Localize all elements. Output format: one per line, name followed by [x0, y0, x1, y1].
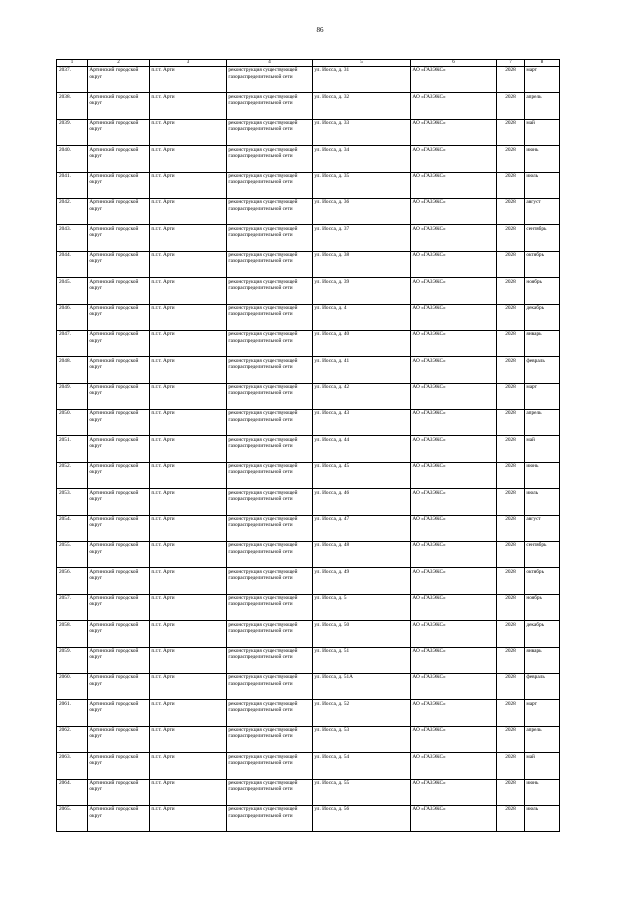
settlement-cell: п.г.т. Арти — [150, 357, 227, 383]
work-type-cell: реконструкция существующей газораспределительной сети — [227, 436, 313, 462]
row-number-cell: 2054. — [57, 515, 88, 541]
district-cell: Артинский городской округ — [88, 647, 150, 673]
settlement-cell: п.г.т. Арти — [150, 673, 227, 699]
district-cell: Артинский городской округ — [88, 383, 150, 409]
district-cell: Артинский городской округ — [88, 805, 150, 831]
year-cell: 2028 — [497, 700, 525, 726]
table-row — [57, 410, 560, 436]
district-cell: Артинский городской округ — [88, 700, 150, 726]
row-number-cell: 2046. — [57, 304, 88, 330]
table-row — [57, 172, 560, 198]
address-cell: ул. Иосса, д. 44 — [313, 436, 411, 462]
district-cell: Артинский городской округ — [88, 251, 150, 277]
work-type-cell: реконструкция существующей газораспределительной сети — [227, 673, 313, 699]
month-cell: май — [525, 753, 560, 779]
table-row — [57, 304, 560, 330]
organization-cell: АО «ГАЗЭКС» — [411, 805, 497, 831]
row-number-cell: 2039. — [57, 119, 88, 145]
table-row — [57, 383, 560, 409]
organization-cell: АО «ГАЗЭКС» — [411, 779, 497, 805]
address-cell: ул. Иосса, д. 43 — [313, 410, 411, 436]
year-cell: 2028 — [497, 146, 525, 172]
district-cell: Артинский городской округ — [88, 515, 150, 541]
month-cell: февраль — [525, 673, 560, 699]
district-cell: Артинский городской округ — [88, 673, 150, 699]
month-cell: март — [525, 700, 560, 726]
month-cell: ноябрь — [525, 594, 560, 620]
row-number-cell: 2049. — [57, 383, 88, 409]
table-row — [57, 542, 560, 568]
column-header-6: 6 — [411, 60, 497, 67]
column-header-1: 1 — [57, 60, 88, 67]
organization-cell: АО «ГАЗЭКС» — [411, 146, 497, 172]
settlement-cell: п.г.т. Арти — [150, 542, 227, 568]
address-cell: ул. Иосса, д. 55 — [313, 779, 411, 805]
row-number-cell: 2052. — [57, 462, 88, 488]
row-number-cell: 2060. — [57, 673, 88, 699]
settlement-cell: п.г.т. Арти — [150, 436, 227, 462]
settlement-cell: п.г.т. Арти — [150, 568, 227, 594]
settlement-cell: п.г.т. Арти — [150, 93, 227, 119]
district-cell: Артинский городской округ — [88, 330, 150, 356]
row-number-cell: 2059. — [57, 647, 88, 673]
address-cell: ул. Иосса, д. 39 — [313, 278, 411, 304]
work-type-cell: реконструкция существующей газораспределительной сети — [227, 489, 313, 515]
district-cell: Артинский городской округ — [88, 621, 150, 647]
table-body — [57, 67, 560, 832]
year-cell: 2028 — [497, 462, 525, 488]
work-type-cell: реконструкция существующей газораспределительной сети — [227, 700, 313, 726]
row-number-cell: 2047. — [57, 330, 88, 356]
year-cell: 2028 — [497, 304, 525, 330]
month-cell: март — [525, 67, 560, 93]
month-cell: октябрь — [525, 251, 560, 277]
month-cell: сентябрь — [525, 225, 560, 251]
row-number-cell: 2040. — [57, 146, 88, 172]
settlement-cell: п.г.т. Арти — [150, 251, 227, 277]
year-cell: 2028 — [497, 805, 525, 831]
organization-cell: АО «ГАЗЭКС» — [411, 225, 497, 251]
month-cell: ноябрь — [525, 278, 560, 304]
month-cell: апрель — [525, 410, 560, 436]
address-cell: ул. Иосса, д. 32 — [313, 93, 411, 119]
column-header-7: 7 — [497, 60, 525, 67]
work-type-cell: реконструкция существующей газораспределительной сети — [227, 383, 313, 409]
year-cell: 2028 — [497, 93, 525, 119]
work-type-cell: реконструкция существующей газораспределительной сети — [227, 542, 313, 568]
row-number-cell: 2061. — [57, 700, 88, 726]
address-cell: ул. Иосса, д. 46 — [313, 489, 411, 515]
row-number-cell: 2051. — [57, 436, 88, 462]
table-row — [57, 436, 560, 462]
address-cell: ул. Иосса, д. 35 — [313, 172, 411, 198]
year-cell: 2028 — [497, 489, 525, 515]
address-cell: ул. Иосса, д. 45 — [313, 462, 411, 488]
month-cell: июнь — [525, 146, 560, 172]
year-cell: 2028 — [497, 542, 525, 568]
address-cell: ул. Иосса, д. 50 — [313, 621, 411, 647]
table-row — [57, 621, 560, 647]
address-cell: ул. Иосса, д. 34 — [313, 146, 411, 172]
month-cell: август — [525, 515, 560, 541]
work-type-cell: реконструкция существующей газораспределительной сети — [227, 753, 313, 779]
row-number-cell: 2044. — [57, 251, 88, 277]
column-header-2: 2 — [88, 60, 150, 67]
organization-cell: АО «ГАЗЭКС» — [411, 410, 497, 436]
district-cell: Артинский городской округ — [88, 67, 150, 93]
district-cell: Артинский городской округ — [88, 489, 150, 515]
address-cell: ул. Иосса, д. 38 — [313, 251, 411, 277]
organization-cell: АО «ГАЗЭКС» — [411, 594, 497, 620]
table-row — [57, 515, 560, 541]
month-cell: декабрь — [525, 621, 560, 647]
table-row — [57, 594, 560, 620]
year-cell: 2028 — [497, 172, 525, 198]
organization-cell: АО «ГАЗЭКС» — [411, 542, 497, 568]
table-row — [57, 805, 560, 831]
address-cell: ул. Иосса, д. 48 — [313, 542, 411, 568]
table-row — [57, 330, 560, 356]
work-type-cell: реконструкция существующей газораспределительной сети — [227, 647, 313, 673]
settlement-cell: п.г.т. Арти — [150, 726, 227, 752]
year-cell: 2028 — [497, 515, 525, 541]
month-cell: март — [525, 383, 560, 409]
row-number-cell: 2058. — [57, 621, 88, 647]
district-cell: Артинский городской округ — [88, 278, 150, 304]
settlement-cell: п.г.т. Арти — [150, 172, 227, 198]
work-type-cell: реконструкция существующей газораспределительной сети — [227, 594, 313, 620]
table-row — [57, 647, 560, 673]
year-cell: 2028 — [497, 753, 525, 779]
row-number-cell: 2064. — [57, 779, 88, 805]
work-type-cell: реконструкция существующей газораспределительной сети — [227, 304, 313, 330]
settlement-cell: п.г.т. Арти — [150, 67, 227, 93]
address-cell: ул. Иосса, д. 36 — [313, 198, 411, 224]
district-cell: Артинский городской округ — [88, 594, 150, 620]
work-type-cell: реконструкция существующей газораспределительной сети — [227, 410, 313, 436]
table-row — [57, 700, 560, 726]
table-row — [57, 67, 560, 93]
month-cell: май — [525, 436, 560, 462]
page-number: 86 — [316, 26, 324, 34]
year-cell: 2028 — [497, 410, 525, 436]
organization-cell: АО «ГАЗЭКС» — [411, 647, 497, 673]
settlement-cell: п.г.т. Арти — [150, 647, 227, 673]
table-row — [57, 726, 560, 752]
table-row — [57, 93, 560, 119]
row-number-cell: 2042. — [57, 198, 88, 224]
work-type-cell: реконструкция существующей газораспределительной сети — [227, 515, 313, 541]
settlement-cell: п.г.т. Арти — [150, 489, 227, 515]
settlement-cell: п.г.т. Арти — [150, 621, 227, 647]
organization-cell: АО «ГАЗЭКС» — [411, 330, 497, 356]
year-cell: 2028 — [497, 198, 525, 224]
settlement-cell: п.г.т. Арти — [150, 462, 227, 488]
month-cell: май — [525, 119, 560, 145]
work-type-cell: реконструкция существующей газораспределительной сети — [227, 251, 313, 277]
year-cell: 2028 — [497, 779, 525, 805]
work-type-cell: реконструкция существующей газораспределительной сети — [227, 172, 313, 198]
year-cell: 2028 — [497, 67, 525, 93]
month-cell: июль — [525, 489, 560, 515]
organization-cell: АО «ГАЗЭКС» — [411, 568, 497, 594]
year-cell: 2028 — [497, 726, 525, 752]
work-type-cell: реконструкция существующей газораспределительной сети — [227, 568, 313, 594]
work-type-cell: реконструкция существующей газораспределительной сети — [227, 278, 313, 304]
column-header-4: 4 — [227, 60, 313, 67]
organization-cell: АО «ГАЗЭКС» — [411, 304, 497, 330]
row-number-cell: 2037. — [57, 67, 88, 93]
year-cell: 2028 — [497, 119, 525, 145]
year-cell: 2028 — [497, 621, 525, 647]
year-cell: 2028 — [497, 568, 525, 594]
district-cell: Артинский городской округ — [88, 93, 150, 119]
district-cell: Артинский городской округ — [88, 119, 150, 145]
settlement-cell: п.г.т. Арти — [150, 383, 227, 409]
organization-cell: АО «ГАЗЭКС» — [411, 67, 497, 93]
address-cell: ул. Иосса, д. 31 — [313, 67, 411, 93]
settlement-cell: п.г.т. Арти — [150, 119, 227, 145]
address-cell: ул. Иосса, д. 5 — [313, 594, 411, 620]
district-cell: Артинский городской округ — [88, 462, 150, 488]
organization-cell: АО «ГАЗЭКС» — [411, 119, 497, 145]
table-row — [57, 489, 560, 515]
year-cell: 2028 — [497, 278, 525, 304]
month-cell: август — [525, 198, 560, 224]
year-cell: 2028 — [497, 330, 525, 356]
district-cell: Артинский городской округ — [88, 225, 150, 251]
table-row — [57, 779, 560, 805]
work-type-cell: реконструкция существующей газораспределительной сети — [227, 146, 313, 172]
work-type-cell: реконструкция существующей газораспределительной сети — [227, 621, 313, 647]
organization-cell: АО «ГАЗЭКС» — [411, 172, 497, 198]
row-number-cell: 2041. — [57, 172, 88, 198]
address-cell: ул. Иосса, д. 41 — [313, 357, 411, 383]
schedule-table — [56, 59, 560, 832]
table-header — [57, 60, 560, 67]
settlement-cell: п.г.т. Арти — [150, 779, 227, 805]
work-type-cell: реконструкция существующей газораспределительной сети — [227, 805, 313, 831]
row-number-cell: 2050. — [57, 410, 88, 436]
row-number-cell: 2055. — [57, 542, 88, 568]
address-cell: ул. Иосса, д. 51А — [313, 673, 411, 699]
work-type-cell: реконструкция существующей газораспределительной сети — [227, 462, 313, 488]
district-cell: Артинский городской округ — [88, 779, 150, 805]
work-type-cell: реконструкция существующей газораспределительной сети — [227, 779, 313, 805]
address-cell: ул. Иосса, д. 53 — [313, 726, 411, 752]
organization-cell: АО «ГАЗЭКС» — [411, 436, 497, 462]
row-number-cell: 2062. — [57, 726, 88, 752]
month-cell: июнь — [525, 779, 560, 805]
address-cell: ул. Иосса, д. 49 — [313, 568, 411, 594]
address-cell: ул. Иосса, д. 42 — [313, 383, 411, 409]
settlement-cell: п.г.т. Арти — [150, 410, 227, 436]
district-cell: Артинский городской округ — [88, 304, 150, 330]
organization-cell: АО «ГАЗЭКС» — [411, 198, 497, 224]
month-cell: июль — [525, 805, 560, 831]
table-row — [57, 251, 560, 277]
row-number-cell: 2048. — [57, 357, 88, 383]
settlement-cell: п.г.т. Арти — [150, 594, 227, 620]
address-cell: ул. Иосса, д. 4 — [313, 304, 411, 330]
year-cell: 2028 — [497, 594, 525, 620]
district-cell: Артинский городской округ — [88, 726, 150, 752]
month-cell: июль — [525, 172, 560, 198]
year-cell: 2028 — [497, 436, 525, 462]
table-row — [57, 198, 560, 224]
organization-cell: АО «ГАЗЭКС» — [411, 251, 497, 277]
row-number-cell: 2065. — [57, 805, 88, 831]
table-row — [57, 225, 560, 251]
district-cell: Артинский городской округ — [88, 357, 150, 383]
table-row — [57, 146, 560, 172]
month-cell: сентябрь — [525, 542, 560, 568]
work-type-cell: реконструкция существующей газораспределительной сети — [227, 330, 313, 356]
address-cell: ул. Иосса, д. 37 — [313, 225, 411, 251]
column-header-8: 8 — [525, 60, 560, 67]
work-type-cell: реконструкция существующей газораспределительной сети — [227, 119, 313, 145]
month-cell: апрель — [525, 93, 560, 119]
address-cell: ул. Иосса, д. 40 — [313, 330, 411, 356]
month-cell: июнь — [525, 462, 560, 488]
work-type-cell: реконструкция существующей газораспределительной сети — [227, 198, 313, 224]
settlement-cell: п.г.т. Арти — [150, 805, 227, 831]
organization-cell: АО «ГАЗЭКС» — [411, 726, 497, 752]
organization-cell: АО «ГАЗЭКС» — [411, 278, 497, 304]
organization-cell: АО «ГАЗЭКС» — [411, 383, 497, 409]
address-cell: ул. Иосса, д. 33 — [313, 119, 411, 145]
column-header-3: 3 — [150, 60, 227, 67]
column-number-row — [57, 60, 560, 67]
table-row — [57, 357, 560, 383]
district-cell: Артинский городской округ — [88, 753, 150, 779]
address-cell: ул. Иосса, д. 52 — [313, 700, 411, 726]
organization-cell: АО «ГАЗЭКС» — [411, 489, 497, 515]
address-cell: ул. Иосса, д. 56 — [313, 805, 411, 831]
month-cell: февраль — [525, 357, 560, 383]
district-cell: Артинский городской округ — [88, 568, 150, 594]
work-type-cell: реконструкция существующей газораспределительной сети — [227, 726, 313, 752]
row-number-cell: 2053. — [57, 489, 88, 515]
district-cell: Артинский городской округ — [88, 146, 150, 172]
settlement-cell: п.г.т. Арти — [150, 330, 227, 356]
district-cell: Артинский городской округ — [88, 436, 150, 462]
year-cell: 2028 — [497, 225, 525, 251]
table-row — [57, 119, 560, 145]
settlement-cell: п.г.т. Арти — [150, 225, 227, 251]
row-number-cell: 2043. — [57, 225, 88, 251]
address-cell: ул. Иосса, д. 51 — [313, 647, 411, 673]
row-number-cell: 2038. — [57, 93, 88, 119]
settlement-cell: п.г.т. Арти — [150, 198, 227, 224]
settlement-cell: п.г.т. Арти — [150, 304, 227, 330]
table-row — [57, 753, 560, 779]
table-row — [57, 278, 560, 304]
year-cell: 2028 — [497, 673, 525, 699]
table-row — [57, 462, 560, 488]
row-number-cell: 2063. — [57, 753, 88, 779]
month-cell: октябрь — [525, 568, 560, 594]
organization-cell: АО «ГАЗЭКС» — [411, 753, 497, 779]
row-number-cell: 2045. — [57, 278, 88, 304]
organization-cell: АО «ГАЗЭКС» — [411, 621, 497, 647]
organization-cell: АО «ГАЗЭКС» — [411, 357, 497, 383]
district-cell: Артинский городской округ — [88, 542, 150, 568]
month-cell: апрель — [525, 726, 560, 752]
district-cell: Артинский городской округ — [88, 410, 150, 436]
month-cell: январь — [525, 647, 560, 673]
address-cell: ул. Иосса, д. 54 — [313, 753, 411, 779]
organization-cell: АО «ГАЗЭКС» — [411, 673, 497, 699]
work-type-cell: реконструкция существующей газораспределительной сети — [227, 93, 313, 119]
settlement-cell: п.г.т. Арти — [150, 700, 227, 726]
month-cell: декабрь — [525, 304, 560, 330]
year-cell: 2028 — [497, 357, 525, 383]
table-row — [57, 568, 560, 594]
settlement-cell: п.г.т. Арти — [150, 146, 227, 172]
organization-cell: АО «ГАЗЭКС» — [411, 462, 497, 488]
row-number-cell: 2057. — [57, 594, 88, 620]
organization-cell: АО «ГАЗЭКС» — [411, 700, 497, 726]
month-cell: январь — [525, 330, 560, 356]
settlement-cell: п.г.т. Арти — [150, 753, 227, 779]
work-type-cell: реконструкция существующей газораспределительной сети — [227, 225, 313, 251]
organization-cell: АО «ГАЗЭКС» — [411, 515, 497, 541]
work-type-cell: реконструкция существующей газораспределительной сети — [227, 357, 313, 383]
organization-cell: АО «ГАЗЭКС» — [411, 93, 497, 119]
column-header-5: 5 — [313, 60, 411, 67]
year-cell: 2028 — [497, 383, 525, 409]
table-row — [57, 673, 560, 699]
district-cell: Артинский городской округ — [88, 198, 150, 224]
work-type-cell: реконструкция существующей газораспределительной сети — [227, 67, 313, 93]
year-cell: 2028 — [497, 647, 525, 673]
district-cell: Артинский городской округ — [88, 172, 150, 198]
year-cell: 2028 — [497, 251, 525, 277]
settlement-cell: п.г.т. Арти — [150, 278, 227, 304]
row-number-cell: 2056. — [57, 568, 88, 594]
address-cell: ул. Иосса, д. 47 — [313, 515, 411, 541]
settlement-cell: п.г.т. Арти — [150, 515, 227, 541]
